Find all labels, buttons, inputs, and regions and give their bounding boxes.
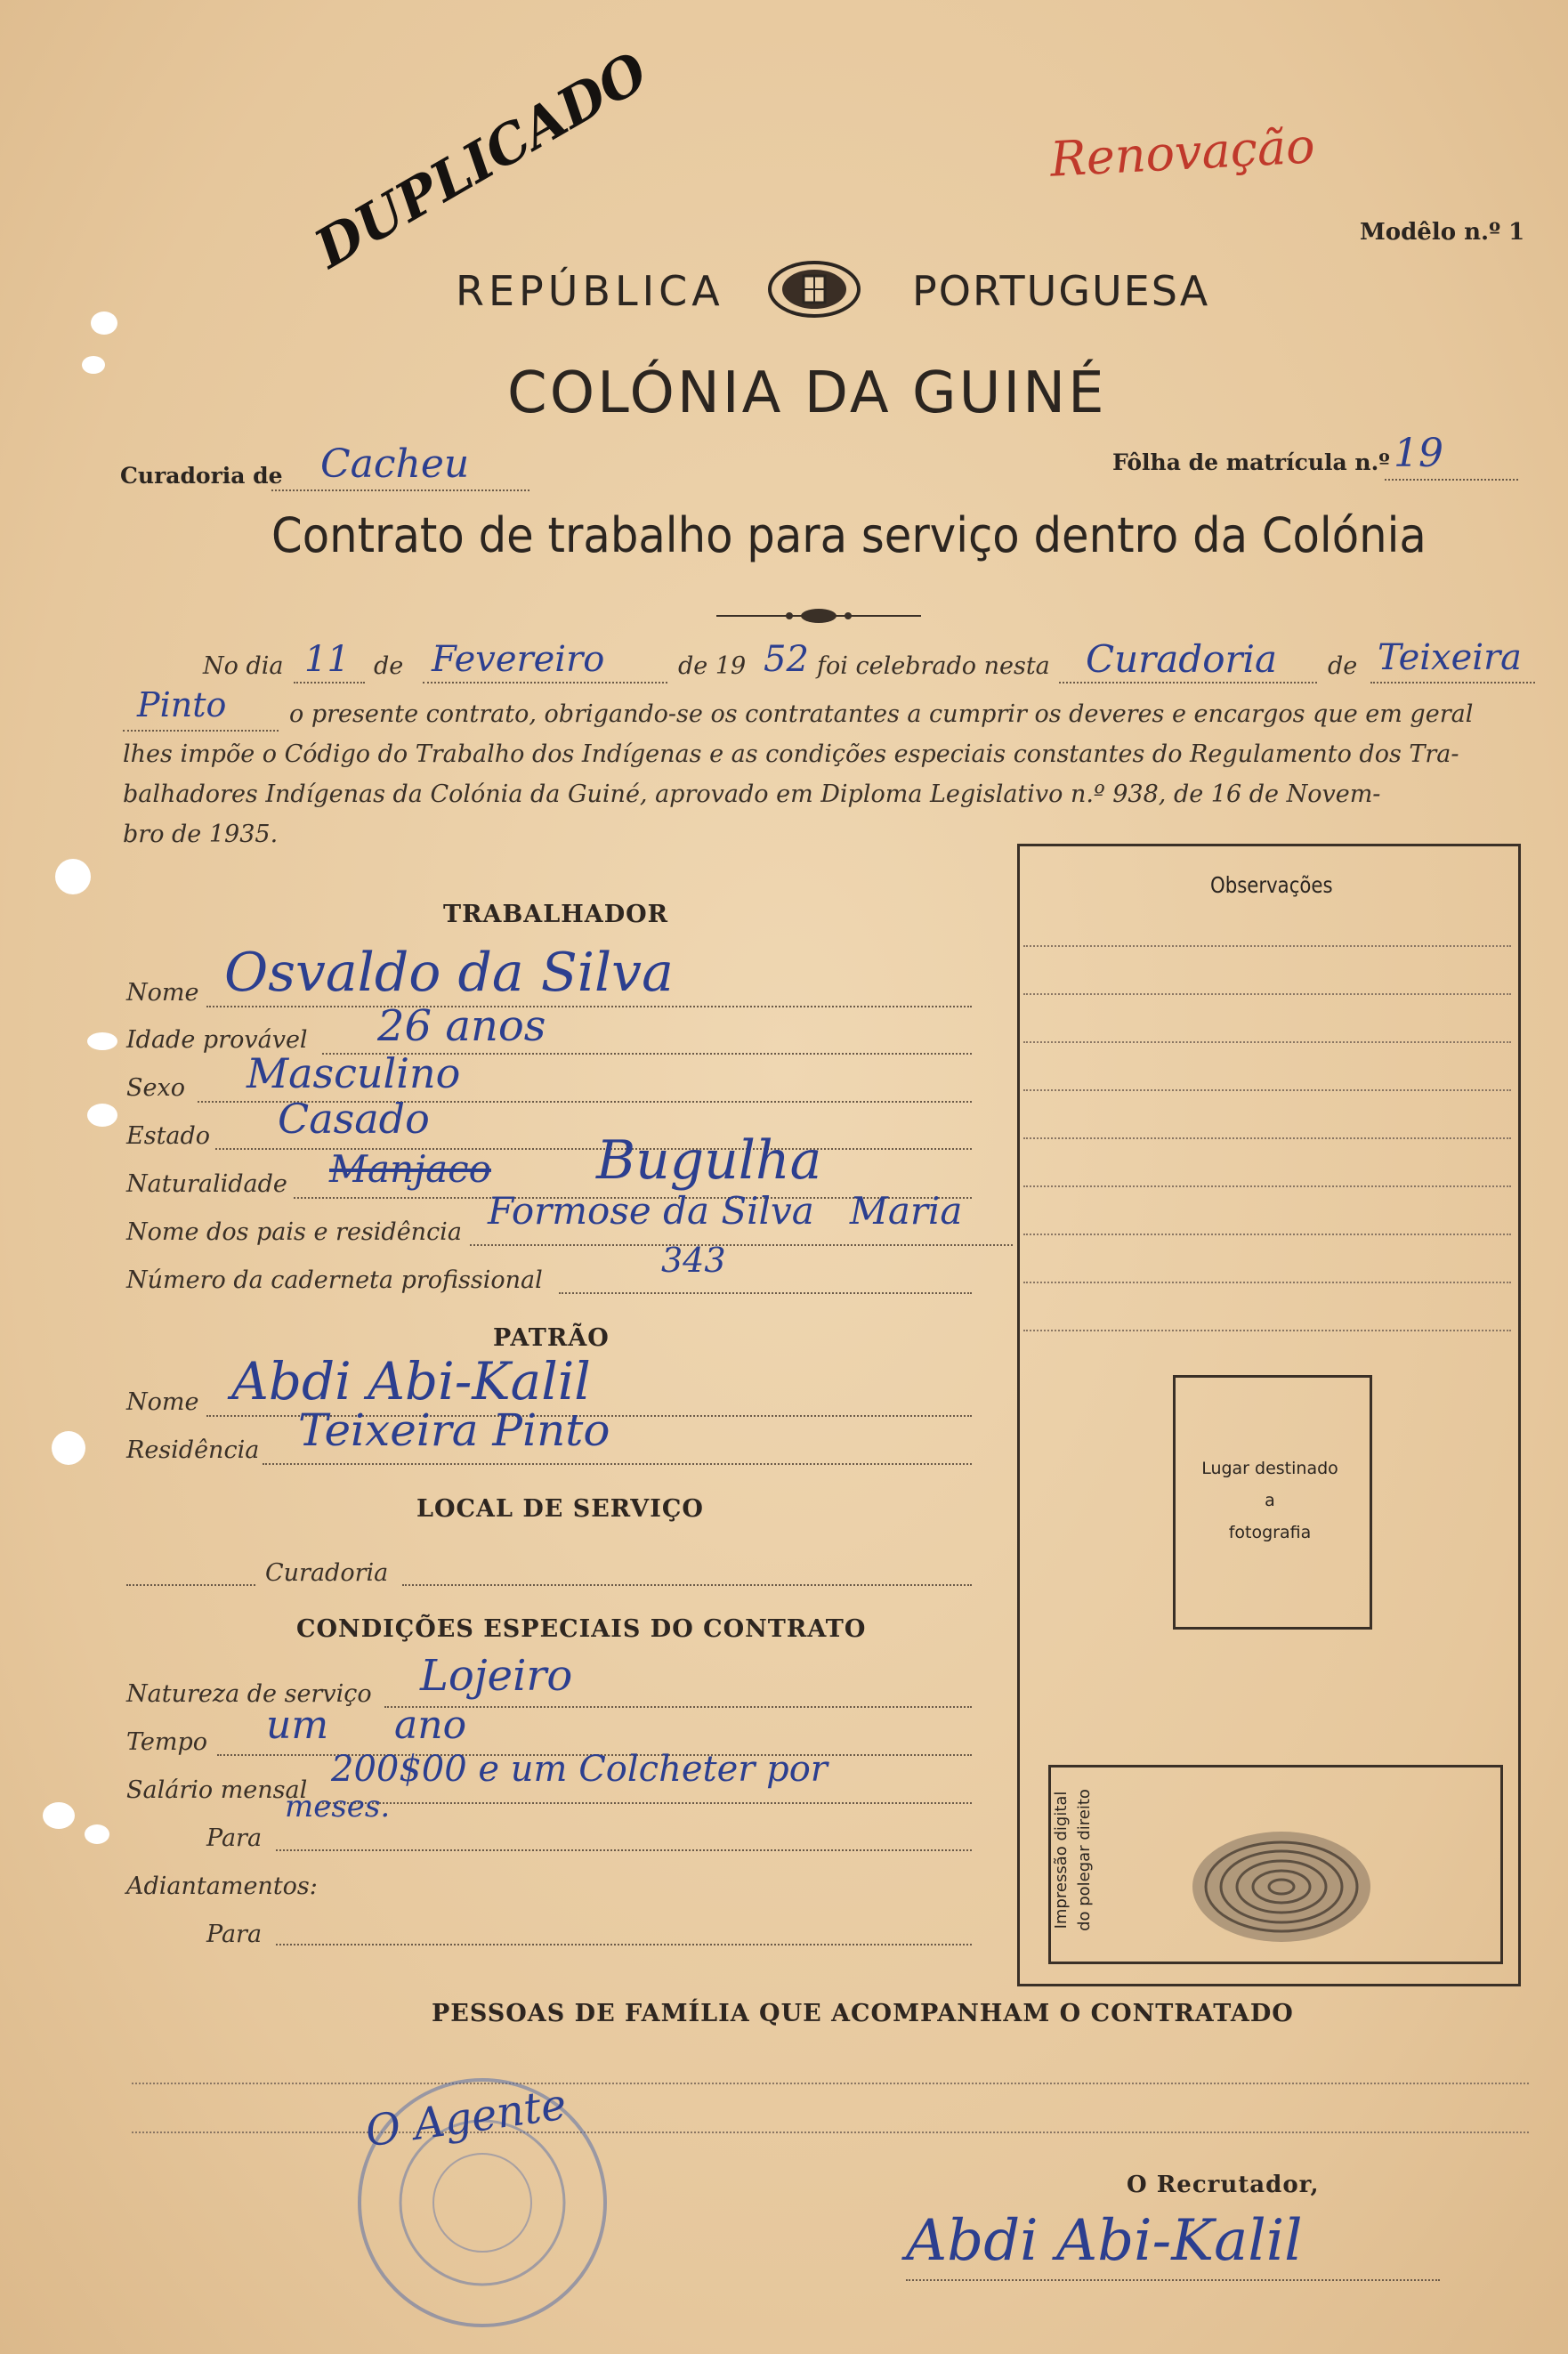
contract-title: Contrato de trabalho para serviço dentro da Colónia	[271, 507, 1427, 563]
observacoes-line	[1023, 1089, 1511, 1091]
recrutador-signature: Abdi Abi-Kalil	[906, 2208, 1303, 2274]
residencia-value: Teixeira Pinto	[298, 1404, 610, 1456]
punch-hole	[55, 859, 91, 894]
estado-label: Estado	[126, 1122, 211, 1150]
patrao-nome-label: Nome	[126, 1388, 199, 1416]
punch-hole	[52, 1431, 85, 1465]
renovacao-note: Renovação	[1048, 117, 1317, 188]
idade-label: Idade provável	[126, 1026, 308, 1054]
local-servico-heading: LOCAL DE SERVIÇO	[416, 1495, 704, 1523]
republica-right: PORTUGUESA	[912, 267, 1210, 315]
pais-value: Formose da Silva Maria	[488, 1189, 963, 1233]
natureza-label: Natureza de serviço	[126, 1680, 372, 1708]
nome-label: Nome	[126, 979, 199, 1007]
torn-spot	[87, 1032, 117, 1050]
curadoria-label: Curadoria de	[120, 463, 283, 489]
intro-foi-celebrado: foi celebrado nesta	[817, 652, 1050, 680]
local2-field	[1370, 637, 1535, 684]
photo-label-line2: a	[1265, 1491, 1275, 1510]
sexo-label: Sexo	[126, 1074, 185, 1102]
intro-de-19: de 19	[678, 652, 747, 680]
naturalidade-label: Naturalidade	[126, 1170, 287, 1198]
pais-field	[470, 1189, 1013, 1246]
ornament-divider-icon	[716, 605, 921, 627]
thumbprint-label-line1: Impressão digital	[1052, 1791, 1071, 1929]
mes-field	[423, 639, 667, 684]
photo-label	[1176, 1452, 1363, 1549]
modelo-label: Modêlo n.º 1	[1360, 219, 1525, 246]
natureza-value: Lojeiro	[420, 1651, 573, 1701]
thumbprint-label	[1050, 1780, 1096, 1940]
residencia-field	[263, 1404, 972, 1465]
pais-label: Nome dos pais e residência	[126, 1218, 462, 1246]
sexo-value: Masculino	[247, 1049, 461, 1097]
photo-label-line1: Lugar destinado	[1201, 1459, 1338, 1478]
torn-spot	[85, 1824, 109, 1844]
thumbprint-label-line2: do polegar direito	[1075, 1789, 1094, 1931]
nome-field	[206, 942, 972, 1007]
trabalhador-heading: TRABALHADOR	[443, 901, 669, 928]
mes-value: Fevereiro	[432, 639, 605, 680]
torn-spot	[91, 311, 117, 335]
recrutador-label: O Recrutador,	[1127, 2172, 1320, 2198]
idade-value: 26 anos	[377, 1001, 546, 1051]
natureza-field	[384, 1651, 972, 1708]
observacoes-line	[1023, 993, 1511, 995]
family-line	[132, 2132, 1529, 2133]
para-value: meses.	[285, 1789, 391, 1824]
tempo-value: um ano	[266, 1703, 467, 1748]
duplicado-stamp: DUPLICADO	[304, 40, 659, 281]
folha-value: 19	[1394, 431, 1443, 476]
patrao-heading: PATRÃO	[493, 1324, 610, 1352]
family-line	[132, 2083, 1529, 2084]
local-servico-prefix-field	[126, 1559, 255, 1586]
tempo-label: Tempo	[126, 1728, 208, 1756]
para-label: Para	[206, 1824, 263, 1852]
thumbprint-icon	[1184, 1824, 1379, 1949]
salario-value: 200$00 e um Colcheter por	[331, 1749, 828, 1790]
ano-value: 52	[764, 639, 809, 680]
caderneta-label: Número da caderneta profissional	[126, 1266, 543, 1294]
observacoes-line	[1023, 1137, 1511, 1139]
observacoes-line	[1023, 1185, 1511, 1187]
torn-spot	[87, 1104, 117, 1127]
coat-of-arms-icon	[765, 258, 863, 320]
observacoes-line	[1023, 1041, 1511, 1043]
observacoes-line	[1023, 1234, 1511, 1235]
pessoas-heading: PESSOAS DE FAMÍLIA QUE ACOMPANHAM O CONTRATADO	[432, 2000, 1294, 2027]
nome-value: Osvaldo da Silva	[224, 942, 674, 1004]
local-value: Curadoria	[1086, 637, 1278, 681]
observacoes-line	[1023, 945, 1511, 947]
folha-label: Fôlha de matrícula n.º	[1112, 449, 1390, 475]
intro-line4: bro de 1935.	[123, 821, 279, 848]
intro-line3: balhadores Indígenas da Colónia da Guiné, aprovado em Diploma Legislativo n.º 938, de 16 de Novem-	[123, 781, 1381, 808]
dia-value: 11	[304, 639, 350, 680]
condicoes-heading: CONDIÇÕES ESPECIAIS DO CONTRATO	[296, 1615, 867, 1643]
patrao-nome-value: Abdi Abi-Kalil	[231, 1351, 591, 1412]
torn-spot	[82, 356, 105, 374]
republica-left: REPÚBLICA	[456, 267, 724, 315]
local2-value: Teixeira	[1378, 637, 1523, 678]
ano-field	[764, 639, 809, 682]
caderneta-value: 343	[661, 1241, 726, 1280]
curadoria-field	[271, 441, 529, 491]
intro-de1: de	[374, 652, 404, 680]
local-curadoria-label: Curadoria	[265, 1559, 389, 1587]
observacoes-line	[1023, 1282, 1511, 1283]
observacoes-line	[1023, 1330, 1511, 1331]
colonia-title: COLÓNIA DA GUINÉ	[507, 360, 1107, 426]
local3-field	[123, 685, 279, 732]
photo-label-line3: fotografia	[1228, 1523, 1312, 1542]
intro-line2: lhes impõe o Código do Trabalho dos Indígenas e as condições especiais constantes do Regulamento dos Tra-	[123, 740, 1459, 768]
salario-field	[322, 1749, 972, 1804]
naturalidade-value: Bugulha	[596, 1129, 822, 1192]
folha-field	[1385, 431, 1518, 481]
residencia-label: Residência	[126, 1436, 260, 1464]
estado-value: Casado	[278, 1095, 430, 1143]
intro-line1: o presente contrato, obrigando-se os contratantes a cumprir os deveres e encargos que em geral	[289, 700, 1474, 728]
recrutador-signature-field	[906, 2208, 1440, 2281]
local-field	[1059, 637, 1317, 684]
local-curadoria-field	[402, 1559, 972, 1586]
intro-de2: de	[1328, 652, 1358, 680]
local3-value: Pinto	[137, 685, 227, 724]
para2-label: Para	[206, 1921, 263, 1948]
curadoria-value: Cacheu	[320, 441, 470, 487]
adiantamentos-label: Adiantamentos:	[126, 1873, 318, 1900]
caderneta-field	[559, 1241, 972, 1294]
naturalidade-struck: Manjaco	[329, 1147, 491, 1191]
para2-field	[276, 1912, 972, 1945]
dia-field	[294, 639, 365, 684]
intro-no-dia: No dia	[203, 652, 284, 680]
torn-spot	[43, 1802, 75, 1829]
salario-label: Salário mensal	[126, 1776, 308, 1804]
estado-field	[215, 1095, 972, 1150]
para-field	[276, 1789, 972, 1851]
observacoes-label: Observações	[1210, 872, 1333, 898]
seal-signature: O Agente	[362, 2079, 570, 2157]
